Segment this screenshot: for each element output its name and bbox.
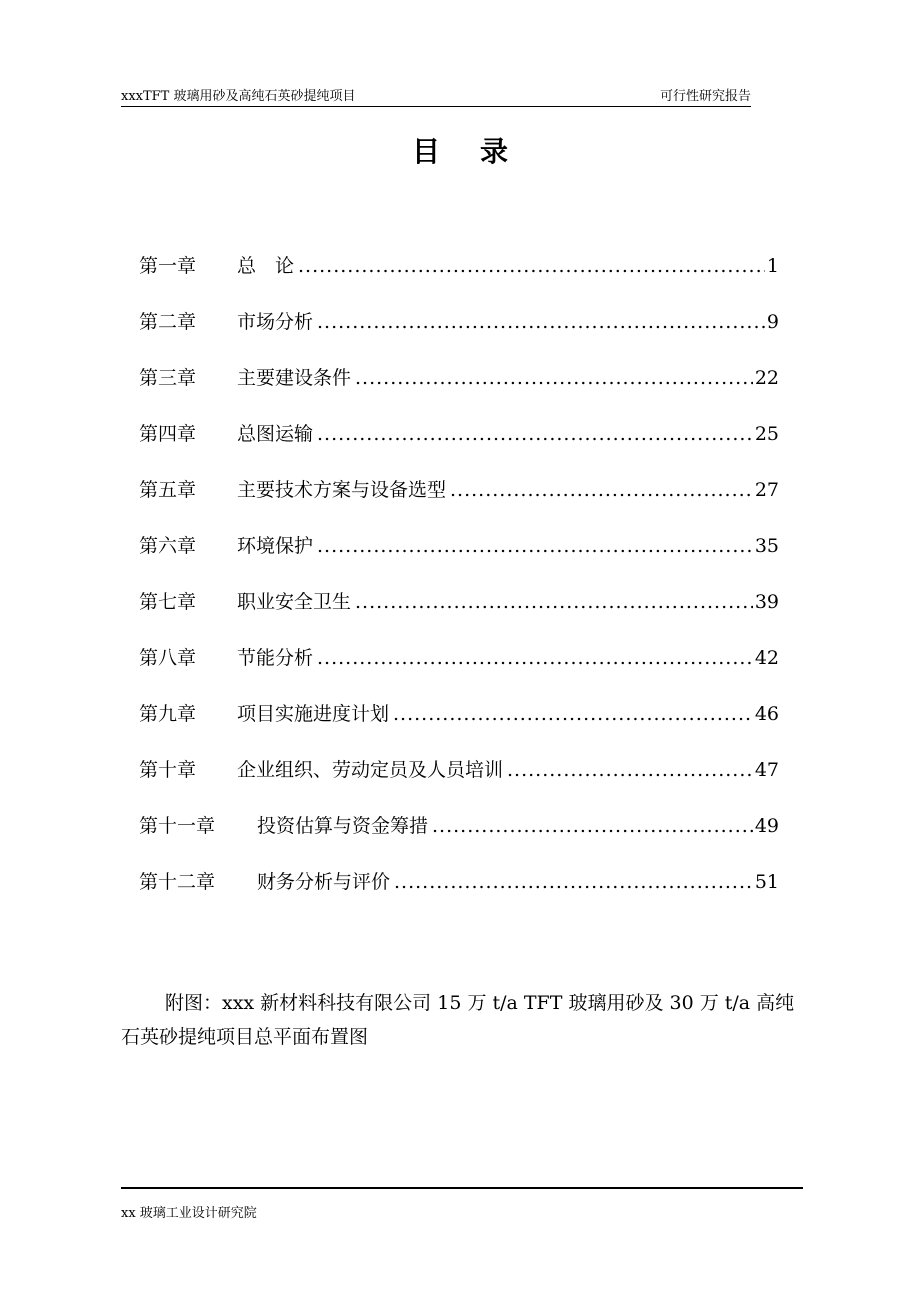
toc-chapter-number: 第一章 (139, 255, 197, 277)
toc-page-number: 51 (754, 871, 779, 893)
toc-page-number: 47 (754, 759, 779, 781)
toc-entry[interactable] (139, 810, 779, 866)
toc-chapter-name: 投资估算与资金筹措 (257, 815, 429, 837)
header-doc-type: 可行性研究报告 (659, 89, 751, 104)
toc-chapter-number: 第三章 (139, 367, 197, 389)
toc-page-number: 1 (766, 255, 779, 277)
toc-chapter-number: 第十章 (139, 759, 197, 781)
toc-chapter-number: 第七章 (139, 591, 197, 613)
toc-leader-dots (317, 306, 765, 338)
toc-page-number: 46 (754, 703, 779, 725)
toc-entry[interactable] (139, 474, 779, 530)
header-project-name: xxxTFT 玻璃用砂及高纯石英砂提纯项目 (121, 89, 356, 104)
toc-entry[interactable] (139, 698, 779, 754)
toc-leader-dots (393, 698, 753, 730)
toc-chapter-name: 节能分析 (237, 647, 314, 669)
toc-page-number: 42 (754, 647, 779, 669)
toc-entry[interactable] (139, 586, 779, 642)
toc-entry[interactable] (139, 362, 779, 418)
toc-leader-dots (450, 474, 753, 506)
toc-entry[interactable] (139, 418, 779, 474)
toc-page-number: 22 (754, 367, 779, 389)
toc-entry[interactable] (139, 642, 779, 698)
toc-chapter-number: 第四章 (139, 423, 197, 445)
toc-leader-dots (507, 754, 753, 786)
toc-entry[interactable] (139, 306, 779, 362)
toc-chapter-name: 财务分析与评价 (257, 871, 391, 893)
attachment-note: 附图：xxx 新材料科技有限公司 15 万 t/a TFT 玻璃用砂及 30 万 t/a 高纯石英砂提纯项目总平面布置图 (121, 992, 795, 1048)
toc-page-number: 39 (754, 591, 779, 613)
footer-divider (121, 1187, 803, 1189)
toc-title: 目录 (411, 135, 548, 168)
toc-leader-dots (317, 530, 753, 562)
page-header (121, 88, 751, 107)
toc-page-number: 25 (754, 423, 779, 445)
toc-leader-dots (298, 250, 765, 282)
toc-leader-dots (317, 642, 753, 674)
toc-chapter-number: 第六章 (139, 535, 197, 557)
toc-chapter-number: 第九章 (139, 703, 197, 725)
toc-chapter-name: 市场分析 (237, 311, 314, 333)
toc-chapter-number: 第二章 (139, 311, 197, 333)
toc-page-number: 9 (766, 311, 779, 333)
toc-leader-dots (355, 362, 753, 394)
toc-page-number: 49 (754, 815, 779, 837)
toc-entry[interactable] (139, 754, 779, 810)
toc-entry[interactable] (139, 250, 779, 306)
toc-chapter-name: 环境保护 (237, 535, 314, 557)
toc-entry[interactable] (139, 866, 779, 922)
toc-leader-dots (432, 810, 753, 842)
table-of-contents (139, 250, 779, 922)
toc-entry[interactable] (139, 530, 779, 586)
toc-chapter-number: 第八章 (139, 647, 197, 669)
toc-page-number: 27 (754, 479, 779, 501)
toc-chapter-name: 项目实施进度计划 (237, 703, 390, 725)
toc-chapter-number: 第十一章 (139, 815, 216, 837)
toc-chapter-number: 第五章 (139, 479, 197, 501)
toc-chapter-name: 主要技术方案与设备选型 (237, 479, 447, 501)
toc-leader-dots (394, 866, 753, 898)
toc-page-number: 35 (754, 535, 779, 557)
toc-leader-dots (317, 418, 753, 450)
toc-chapter-name: 主要建设条件 (237, 367, 352, 389)
toc-chapter-number: 第十二章 (139, 871, 216, 893)
toc-leader-dots (355, 586, 753, 618)
toc-chapter-name: 总图运输 (237, 423, 314, 445)
toc-chapter-name: 企业组织、劳动定员及人员培训 (237, 759, 504, 781)
toc-chapter-name: 总 论 (237, 255, 295, 277)
toc-chapter-name: 职业安全卫生 (237, 591, 352, 613)
footer-institute: xx 玻璃工业设计研究院 (121, 1206, 257, 1221)
